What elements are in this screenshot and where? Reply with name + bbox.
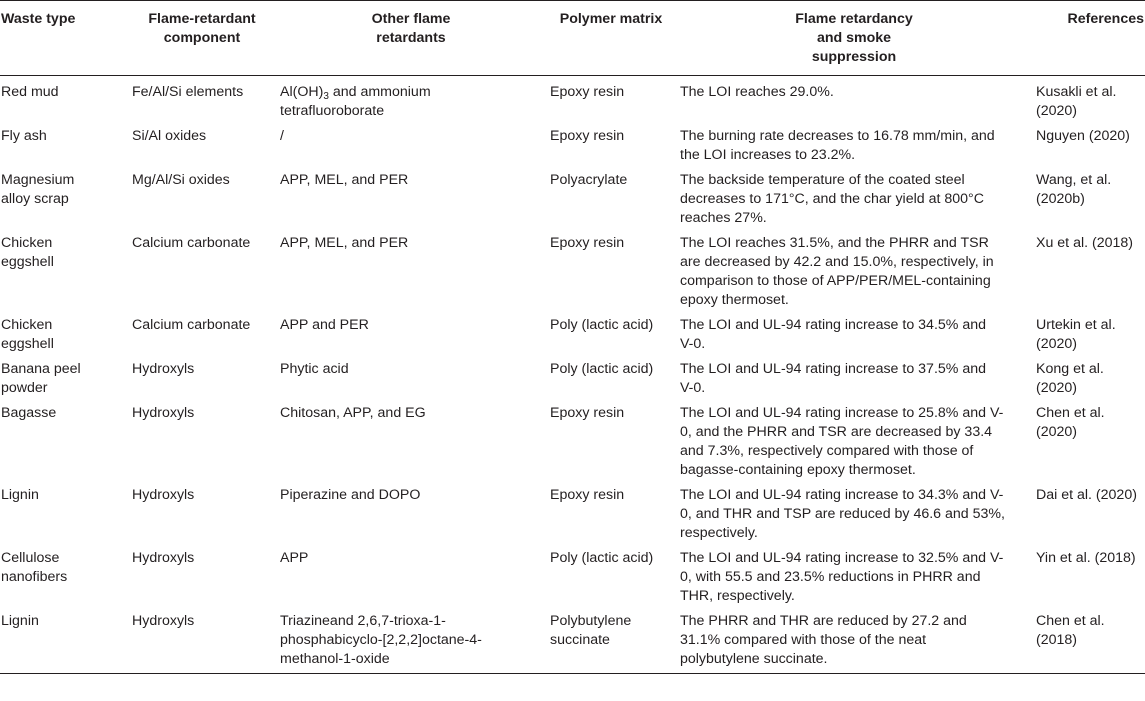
cell-component: Hydroxyls (132, 487, 195, 503)
cell-polymer-matrix: Poly (lactic acid) (550, 550, 654, 566)
cell-waste-type: Chicken eggshell (1, 235, 54, 270)
cell-component: Calcium carbonate (132, 235, 251, 251)
table-row (0, 124, 1145, 168)
cell-polymer-matrix: Epoxy resin (550, 84, 625, 100)
cell-reference: Chen et al. (2018) (1032, 609, 1145, 674)
cell-component: Mg/Al/Si oxides (132, 172, 230, 188)
cell-other-retardants (276, 76, 546, 125)
cell-other-subscript: 3 (323, 91, 329, 102)
cell-other-pre: Al(OH) (280, 84, 324, 100)
cell-polymer-matrix: Polybutylene succinate (546, 609, 676, 674)
header-flame-retardant-component: Flame-retardant component (128, 1, 276, 76)
cell-polymer-matrix: Epoxy resin (550, 235, 625, 251)
header-other-flame-retardants: Other flame retardants (276, 1, 546, 76)
cell-reference: Yin et al. (2018) (1036, 550, 1136, 566)
cell-component: Si/Al oxides (132, 128, 207, 144)
cell-other-retardants: APP (280, 550, 309, 566)
cell-polymer-matrix: Epoxy resin (550, 128, 625, 144)
cell-other-retardants: Piperazine and DOPO (280, 487, 421, 503)
cell-polymer-matrix: Polyacrylate (550, 172, 628, 188)
cell-polymer-matrix: Epoxy resin (550, 405, 625, 421)
cell-flame-retardancy: The backside temperature of the coated steel decreases to 171°C, and the char yield at 800°C reaches 27%. (680, 172, 984, 226)
table-row (0, 546, 1145, 609)
cell-waste-type: Fly ash (1, 128, 47, 144)
cell-other-retardants: Chitosan, APP, and EG (280, 405, 426, 421)
table-row (0, 313, 1145, 357)
cell-other-retardants: / (280, 128, 284, 144)
cell-waste-type: Bagasse (1, 405, 57, 421)
cell-component: Hydroxyls (132, 405, 195, 421)
cell-reference: Dai et al. (2020) (1036, 487, 1137, 503)
cell-reference: Wang, et al. (2020b) (1036, 172, 1112, 207)
cell-reference: Chen et al. (2020) (1036, 405, 1105, 440)
table-row (0, 609, 1145, 674)
header-waste-type: Waste type (0, 1, 128, 76)
cell-other-retardants: Triazineand 2,6,7-trioxa-1- phosphabicyclo-[2,2,2]octane-4- methanol-1-oxide (276, 609, 546, 674)
cell-reference: Nguyen (2020) (1036, 128, 1130, 144)
cell-component: Hydroxyls (128, 609, 276, 674)
cell-polymer-matrix: Epoxy resin (550, 487, 625, 503)
cell-reference: Urtekin et al. (2020) (1036, 317, 1116, 352)
cell-reference: Kong et al. (2020) (1036, 361, 1104, 396)
table-body (0, 76, 1145, 674)
cell-waste-type: Magnesium alloy scrap (1, 172, 75, 207)
cell-other-retardants: APP, MEL, and PER (280, 235, 409, 251)
table-row (0, 401, 1145, 483)
cell-component: Fe/Al/Si elements (132, 84, 244, 100)
cell-reference: Xu et al. (2018) (1036, 235, 1134, 251)
table-row (0, 483, 1145, 546)
table-row (0, 76, 1145, 125)
cell-waste-type: Cellulose nanofibers (1, 550, 68, 585)
cell-flame-retardancy: The LOI and UL-94 rating increase to 32.5% and V- 0, with 55.5 and 23.5% reductions in PHRR and THR, respectively. (680, 550, 1004, 604)
cell-flame-retardancy: The PHRR and THR are reduced by 27.2 and 31.1% compared with those of the neat polybutylene succinate. (676, 609, 1032, 674)
cell-other-post: and ammonium tetrafluoroborate (280, 84, 431, 119)
cell-reference: Kusakli et al. (2020) (1036, 84, 1117, 119)
cell-waste-type: Lignin (0, 609, 128, 674)
header-row (0, 1, 1145, 76)
cell-waste-type: Lignin (1, 487, 39, 503)
cell-flame-retardancy: The LOI reaches 29.0%. (680, 84, 834, 100)
cell-polymer-matrix: Poly (lactic acid) (550, 361, 654, 377)
table-row (0, 357, 1145, 401)
table-row (0, 168, 1145, 231)
cell-waste-type: Chicken eggshell (1, 317, 54, 352)
cell-polymer-matrix: Poly (lactic acid) (550, 317, 654, 333)
cell-component: Hydroxyls (132, 361, 195, 377)
cell-component: Hydroxyls (132, 550, 195, 566)
cell-flame-retardancy: The LOI and UL-94 rating increase to 25.8% and V- 0, and the PHRR and TSR are decreased by 33.4 and 7.3%, respectively compared with those of bagasse-containing epoxy thermoset. (680, 405, 1004, 478)
cell-flame-retardancy: The burning rate decreases to 16.78 mm/min, and the LOI increases to 23.2%. (680, 128, 995, 163)
cell-flame-retardancy: The LOI reaches 31.5%, and the PHRR and TSR are decreased by 42.2 and 15.0%, respectively, in comparison to those of APP/PER/MEL-containing epoxy thermoset. (680, 235, 994, 308)
cell-waste-type: Banana peel powder (1, 361, 81, 396)
cell-other-retardants: APP and PER (280, 317, 369, 333)
cell-flame-retardancy: The LOI and UL-94 rating increase to 37.5% and V-0. (680, 361, 987, 396)
cell-component: Calcium carbonate (132, 317, 251, 333)
cell-flame-retardancy: The LOI and UL-94 rating increase to 34.3% and V- 0, and THR and TSP are reduced by 46.6 and 53%, respectively. (680, 487, 1005, 541)
cell-waste-type: Red mud (1, 84, 59, 100)
table-row (0, 231, 1145, 313)
header-references: References (1032, 1, 1145, 76)
cell-flame-retardancy: The LOI and UL-94 rating increase to 34.5% and V-0. (680, 317, 987, 352)
table-header (0, 1, 1145, 76)
header-polymer-matrix: Polymer matrix (546, 1, 676, 76)
cell-other-retardants: Phytic acid (280, 361, 349, 377)
header-flame-retardancy: Flame retardancy and smoke suppression (676, 1, 1032, 76)
cell-other-retardants: APP, MEL, and PER (280, 172, 409, 188)
